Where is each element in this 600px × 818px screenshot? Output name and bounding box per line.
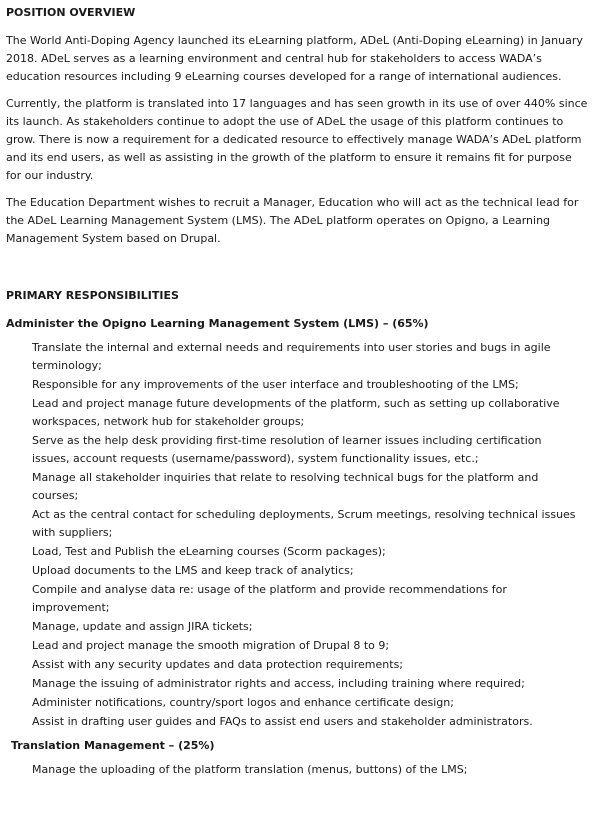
- section-spacer: [6, 257, 590, 287]
- overview-paragraph: The Education Department wishes to recruit a Manager, Education who will act as the technical lead for the ADeL Learning Management System (LMS). The ADeL platform operates on Opigno, a Learning Management System based on Drupal.: [6, 196, 579, 245]
- list-item: Assist in drafting user guides and FAQs to assist end users and stakeholder administrators.: [32, 715, 533, 728]
- list-item: Responsible for any improvements of the user interface and troubleshooting of the LMS;: [32, 378, 519, 391]
- position-overview-heading: POSITION OVERVIEW: [6, 6, 136, 19]
- list-item: Serve as the help desk providing first-time resolution of learner issues including certification issues, account requests (username/password), system functionality issues, etc.;: [32, 434, 542, 465]
- list-item: Manage, update and assign JIRA tickets;: [32, 620, 253, 633]
- list-item: Lead and project manage the smooth migration of Drupal 8 to 9;: [32, 639, 390, 652]
- list-item: Act as the central contact for scheduling deployments, Scrum meetings, resolving technical issues with suppliers;: [32, 508, 576, 539]
- lms-responsibilities-list: [6, 339, 590, 731]
- translation-responsibilities-list: [6, 761, 590, 779]
- list-item: Manage all stakeholder inquiries that relate to resolving technical bugs for the platform and courses;: [32, 471, 539, 502]
- list-item: Load, Test and Publish the eLearning courses (Scorm packages);: [32, 545, 386, 558]
- list-item: Upload documents to the LMS and keep track of analytics;: [32, 564, 354, 577]
- list-item: Compile and analyse data re: usage of the platform and provide recommendations for improvement;: [32, 583, 507, 614]
- overview-paragraph: Currently, the platform is translated into 17 languages and has seen growth in its use of over 440% since its launch. As stakeholders continue to adopt the use of ADeL the usage of this platform continues to grow. There is now a requirement for a dedicated resource to effectively manage WADA’s ADeL platform and its end users, as well as assisting in the growth of the platform to ensure it remains fit for purpose for our industry.: [6, 97, 588, 182]
- lms-administration-subheading: Administer the Opigno Learning Management System (LMS) – (65%): [6, 317, 429, 330]
- overview-paragraph: The World Anti-Doping Agency launched its eLearning platform, ADeL (Anti-Doping eLearning) in January 2018. ADeL serves as a learning environment and central hub for stakeholders to access WADA’s education resources including 9 eLearning courses developed for a range of international audiences.: [6, 34, 583, 83]
- list-item: Manage the uploading of the platform translation (menus, buttons) of the LMS;: [32, 763, 468, 776]
- list-item: Assist with any security updates and data protection requirements;: [32, 658, 404, 671]
- translation-management-subheading: Translation Management – (25%): [11, 739, 215, 752]
- list-item: Manage the issuing of administrator rights and access, including training where required;: [32, 677, 525, 690]
- primary-responsibilities-heading: PRIMARY RESPONSIBILITIES: [6, 289, 179, 302]
- list-item: Lead and project manage future developments of the platform, such as setting up collaborative workspaces, network hub for stakeholder groups;: [32, 397, 560, 428]
- list-item: Translate the internal and external needs and requirements into user stories and bugs in agile terminology;: [32, 341, 551, 372]
- list-item: Administer notifications, country/sport logos and enhance certificate design;: [32, 696, 454, 709]
